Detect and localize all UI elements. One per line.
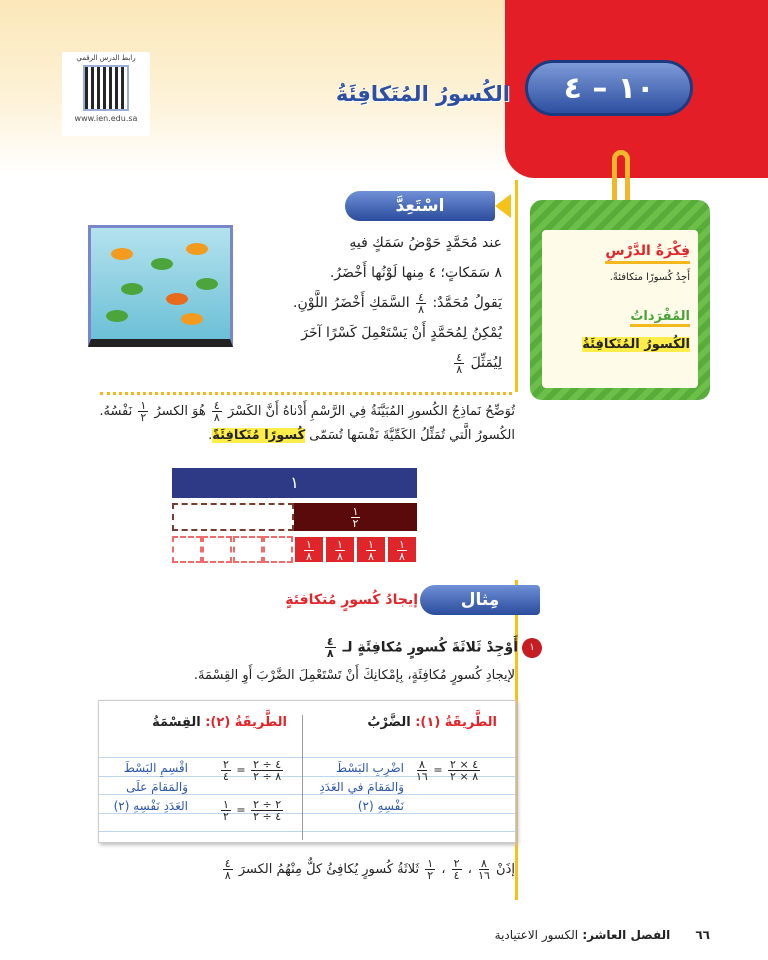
- question-text: أَوْجِدْ ثَلاثَةَ كُسورٍ مُكافِئَةٍ لـ $\frac{٤}{٨}$: [326, 635, 518, 660]
- chapter-label: الفصل العاشر:: [582, 928, 671, 942]
- text-line: لِيُمَثِّلَ $\frac{٤}{٨}$: [456, 350, 502, 376]
- text-line: ٨ سَمَكاتٍ؛ ٤ مِنها لَوْنُها أَخْضَرُ.: [329, 265, 502, 281]
- column-divider: [302, 715, 303, 840]
- highlight-term: كُسورًا مُتَكافِئَةً: [212, 428, 306, 443]
- method2-math-1: $\frac{٤ \div ٢}{٨ \div ٢}$ = $\frac{٢}{٤}$: [223, 758, 282, 783]
- method2-header: الطَّريقَةُ (٢): القِسْمَةُ: [152, 715, 287, 730]
- method1-note: اضْرِبِ البَسْطَ وَالمَقامَ في العَدَدِ نَفْسِهِ (٢): [319, 761, 404, 813]
- text-line: يُمْكِنُ لِمُحَمَّدٍ أَنْ يَسْتَعْمِلَ كَسْرًا آخَرَ: [301, 325, 502, 341]
- get-ready-text: [240, 228, 502, 378]
- margin-line: [515, 180, 518, 392]
- fraction-cell-empty: [263, 536, 293, 563]
- chapter-title: الكسور الاعتيادية: [494, 928, 579, 942]
- fraction-cell-eighth: $\frac{١}{٨}$: [294, 536, 324, 563]
- qr-caption: رابط الدرس الرقمي: [76, 54, 136, 62]
- dotted-divider: [100, 392, 512, 395]
- fraction-bar-half: $\frac{١}{٢}$: [294, 503, 417, 531]
- example-banner: مِثال: [420, 585, 540, 615]
- fraction-cell-eighth: $\frac{١}{٨}$: [356, 536, 386, 563]
- vocab-heading: المُفْرَداتُ: [630, 309, 690, 327]
- page-number: ٦٦: [695, 928, 710, 942]
- vocab-term: الكُسورُ المُتَكافِئَةُ: [582, 337, 690, 352]
- example-heading: إيجادُ كُسورٍ مُتكافئةٍ: [285, 592, 418, 608]
- get-ready-banner: اسْتَعِدَّ: [345, 191, 495, 221]
- hint-text: لإيجادِ كُسورٍ مُكافِئَةٍ، بِإمْكانِكَ أَنْ تَسْتَعْمِلَ الضَّرْبَ أَوِ القِسْمَةَ.: [193, 668, 515, 683]
- method1-math: $\frac{٤ \times ٢}{٨ \times ٢}$ = $\frac{٨}{١٦}$: [416, 758, 479, 783]
- method2-math-2: $\frac{٢ \div ٢}{٤ \div ٢}$ = $\frac{١}{٢}$: [223, 798, 282, 823]
- idea-text: أَجِدُ كُسورًا متكافئةً.: [609, 272, 690, 283]
- method1-header: الطَّريقَةُ (١): الضَّرْبُ: [367, 715, 497, 730]
- methods-table: [98, 700, 516, 843]
- arrow-icon: [495, 194, 511, 218]
- fraction-cell-empty: [233, 536, 263, 563]
- text-line: عند مُحَمَّدٍ حَوْضُ سَمَكٍ فيهِ: [349, 235, 502, 251]
- question-number: ١: [522, 638, 542, 658]
- qr-code-icon[interactable]: [83, 65, 129, 111]
- fraction-cell-empty: [172, 536, 202, 563]
- fraction-bar-empty-half: [172, 503, 294, 531]
- fraction-bar-whole: ١: [172, 468, 417, 498]
- fraction-cell-eighth: $\frac{١}{٨}$: [325, 536, 355, 563]
- text-line: يَقولُ مُحَمَّدٌ: $\frac{٤}{٨}$ السَّمَكِ أَخْضَرُ اللَّوْنِ.: [293, 290, 502, 316]
- page-title: الكُسورُ المُتَكافِئَةُ: [335, 82, 510, 106]
- fraction-cell-empty: [202, 536, 232, 563]
- page-footer: [380, 928, 710, 942]
- qr-block[interactable]: [62, 52, 150, 136]
- conclusion-text: إذَنْ $\frac{٨}{١٦}$ ، $\frac{٢}{٤}$ ، $\frac{١}{٢}$ ثَلاثَةُ كُسورٍ يُكافِئُ كلٌّ مِنْهُمُ الكسرَ $\frac{٤}{٨}$: [224, 857, 515, 882]
- idea-heading: فِكْرَةُ الدَّرْسِ: [605, 243, 690, 264]
- lesson-number: ١٠ – ٤: [525, 60, 693, 116]
- lesson-card: [530, 200, 710, 400]
- aquarium-image: [88, 225, 233, 347]
- qr-url[interactable]: www.ien.edu.sa: [74, 114, 138, 123]
- method2-note: اقْسِمِ البَسْطَ وَالمَقامَ علَى العَدَدِ نَفْسِهِ (٢): [113, 761, 188, 813]
- fraction-cell-eighth: $\frac{١}{٨}$: [387, 536, 417, 563]
- intro-paragraph: تُوَضِّحُ نَماذِجُ الكُسورِ المُبَيَّنَةُ فِي الرَّسْمِ أَدْناهُ أَنَّ الكَسْرَ $\frac{٤}{٨}$ هُوَ الكسرُ $\frac{١}{٢}$ نَفْسُهُ. الكُسورُ الَّتي تُمَثِّلُ الكَمِّيَّةَ نَفْسَها تُسَمّى كُسورًا مُتَكافِئَةً.: [99, 399, 515, 443]
